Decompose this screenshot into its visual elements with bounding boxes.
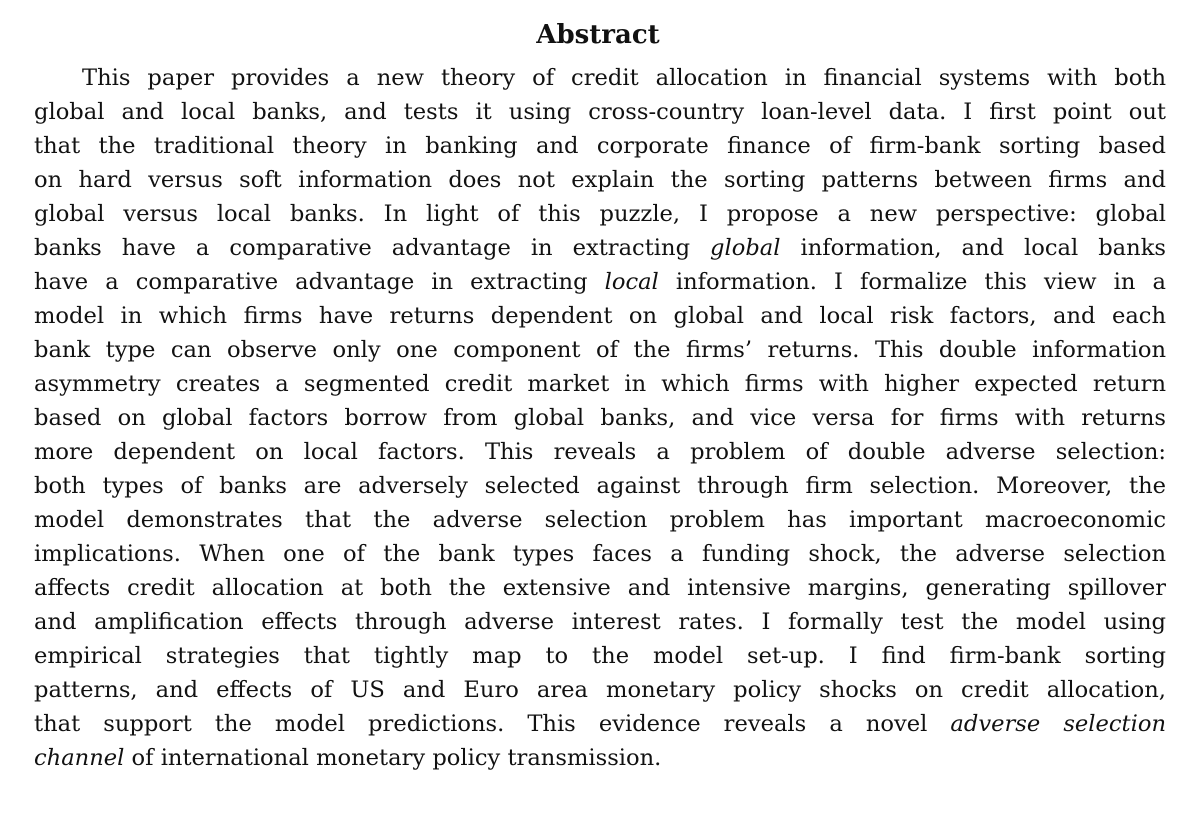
abstract-line-3: that the traditional theory in banking and corporate finance of firm-bank sorting based [34,133,1166,159]
abstract-line-18: empirical strategies that tightly map to the model set-up. I find firm-bank sorting [34,643,1166,669]
abstract-line-21-text-b: of international monetary policy transmission. [124,745,662,771]
abstract-line-6-text-b: information, and local banks [780,235,1166,261]
abstract-line-5: global versus local banks. In light of this puzzle, I propose a new perspective: global [34,201,1166,227]
abstract-line-4: on hard versus soft information does not explain the sorting patterns between firms and [34,167,1166,193]
abstract-body [34,61,1166,775]
abstract-line-13: both types of banks are adversely selected against through firm selection. Moreover, the [34,473,1166,499]
abstract-line-7 [34,265,1166,299]
abstract-line-8: model in which firms have returns dependent on global and local risk factors, and each [34,303,1166,329]
abstract-line-12: more dependent on local factors. This reveals a problem of double adverse selection: [34,439,1166,465]
emphasis-global: global [710,235,781,261]
abstract-heading: Abstract [536,20,660,50]
abstract-line-2: global and local banks, and tests it using cross-country loan-level data. I first point out [34,99,1166,125]
abstract-line-11: based on global factors borrow from global banks, and vice versa for firms with returns [34,405,1166,431]
emphasis-adverse-selection: adverse selection [950,711,1166,737]
abstract-line-1: This paper provides a new theory of credit allocation in financial systems with both [82,65,1166,91]
abstract-line-15: implications. When one of the bank types faces a funding shock, the adverse selection [34,541,1166,567]
abstract-line-10: asymmetry creates a segmented credit market in which firms with higher expected return [34,371,1166,397]
abstract-line-19: patterns, and effects of US and Euro area monetary policy shocks on credit allocation, [34,677,1166,703]
abstract-line-20-text-a: that support the model predictions. This evidence reveals a novel [34,711,951,737]
emphasis-channel: channel [34,745,125,771]
abstract-line-21 [34,741,1166,775]
abstract-line-14: model demonstrates that the adverse selection problem has important macroeconomic [34,507,1166,533]
abstract-line-7-text-b: information. I formalize this view in a [658,269,1166,295]
abstract-line-16: affects credit allocation at both the extensive and intensive margins, generating spillover [34,575,1166,601]
emphasis-local: local [604,269,659,295]
abstract-line-7-text-a: have a comparative advantage in extracting [34,269,605,295]
abstract-line-6 [34,231,1166,265]
abstract-line-6-text-a: banks have a comparative advantage in extracting [34,235,711,261]
abstract-line-9: bank type can observe only one component of the firms’ returns. This double information [34,337,1166,363]
abstract-line-17: and amplification effects through adverse interest rates. I formally test the model using [34,609,1166,635]
abstract-line-20 [34,707,1166,741]
